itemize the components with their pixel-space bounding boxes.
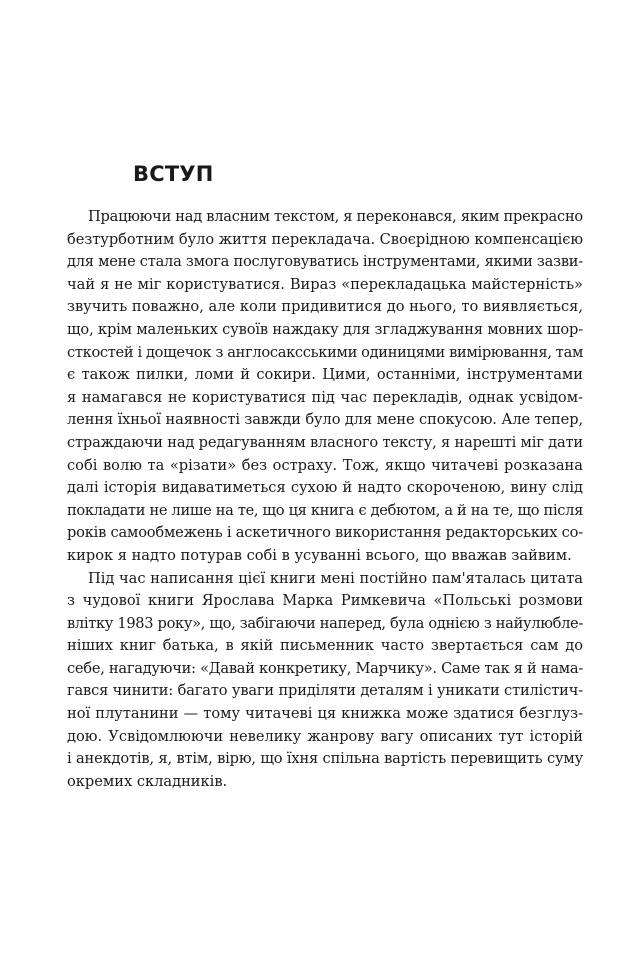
text-line: страждаючи над редагуванням власного тексту, я нарешті міг дати bbox=[67, 433, 583, 451]
paragraph-1 bbox=[67, 206, 583, 568]
text-line: ніших книг батька, в якій письменник часто звертається сам до bbox=[67, 637, 583, 655]
text-line: далі історія видаватиметься сухою й надто скороченою, вину слід bbox=[67, 479, 583, 497]
text-line: дою. Усвідомлюючи невелику жанрову вагу описаних тут історій bbox=[67, 727, 583, 745]
text-line: лення їхньої наявності завжди було для мене спокусою. Але тепер, bbox=[67, 411, 583, 429]
text-line: себе, нагадуючи: «Давай конкретику, Марчику». Саме так я й нама- bbox=[67, 659, 583, 677]
text-line: сткостей і дощечок з англосаксськими одиницями вимірювання, там bbox=[67, 343, 583, 361]
text-line: Працюючи над власним текстом, я переконався, яким прекрасно bbox=[88, 208, 583, 225]
text-line: для мене стала змога послуговуватись інструментами, якими зазви- bbox=[67, 253, 583, 271]
text-line: покладати не лише на те, що ця книга є дебютом, а й на те, що після bbox=[67, 501, 583, 519]
text-line: і анекдотів, я, втім, вірю, що їхня спільна вартість перевищить суму bbox=[67, 750, 583, 768]
body-text bbox=[67, 206, 583, 793]
text-line: окремих складників. bbox=[67, 772, 228, 790]
paragraph-2 bbox=[67, 568, 583, 794]
text-line: я намагався не користуватися під час перекладів, однак усвідом- bbox=[67, 388, 583, 406]
text-line: Під час написання цієї книги мені постійно пам'яталась цитата bbox=[88, 569, 583, 587]
text-line: що, крім маленьких сувоїв наждаку для згладжування мовних шор- bbox=[67, 320, 583, 338]
text-line: звучить поважно, але коли придивитися до нього, то виявляється, bbox=[67, 298, 583, 316]
text-line: кирок я надто потурав собі в усуванні всього, що вважав зайвим. bbox=[67, 546, 572, 564]
text-line: з чудової книги Ярослава Марка Римкевича «Польські розмови bbox=[67, 592, 583, 610]
chapter-heading: ВСТУП bbox=[133, 162, 214, 186]
text-line: чай я не міг користуватися. Вираз «перекладацька майстерність» bbox=[67, 275, 583, 293]
text-line: собі волю та «різати» без остраху. Тож, якщо читачеві розказана bbox=[67, 456, 583, 474]
text-line: є також пилки, ломи й сокири. Цими, останніми, інструментами bbox=[67, 366, 583, 384]
text-line: ної плутанини — тому читачеві ця книжка може здатися безглуз- bbox=[67, 705, 583, 723]
text-line: років самообмежень і аскетичного використання редакторських со- bbox=[67, 524, 583, 542]
text-line: безтурботним було життя перекладача. Своєрідною компенсацією bbox=[67, 230, 583, 248]
text-line: влітку 1983 року», що, забігаючи наперед, була однією з найулюбле- bbox=[67, 614, 583, 632]
text-line: гався чинити: багато уваги приділяти деталям і уникати стилістич- bbox=[67, 682, 583, 700]
